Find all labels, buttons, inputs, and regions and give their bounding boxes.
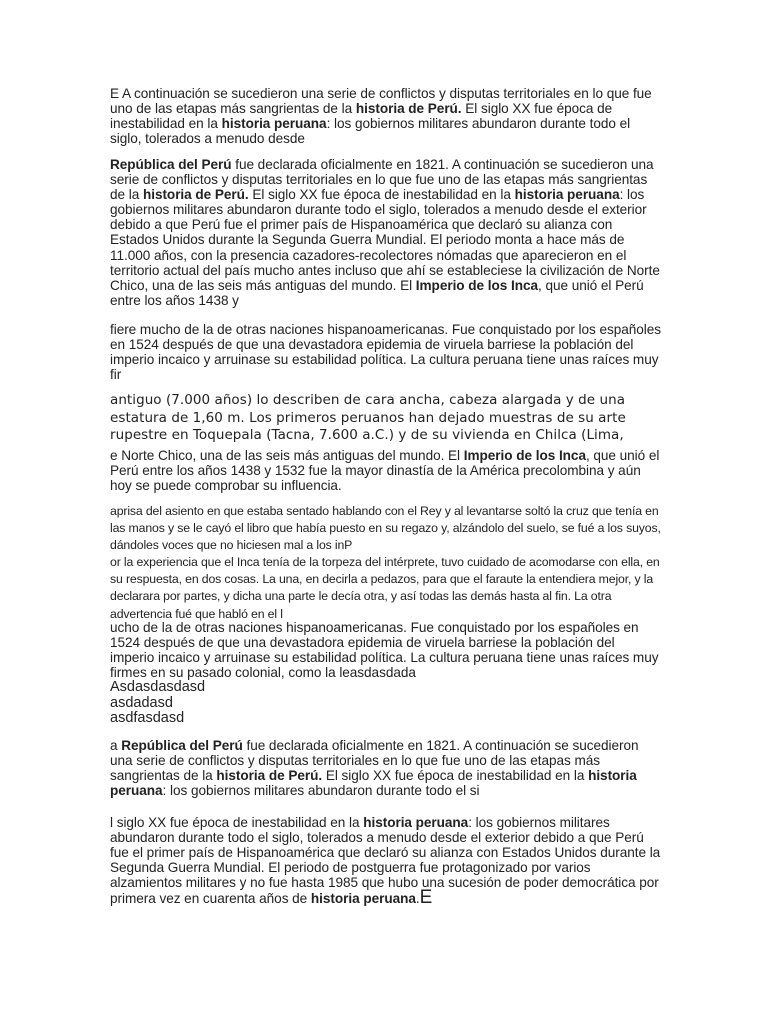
- paragraph-10: [110, 815, 662, 907]
- bold-text: historia de Perú.: [216, 768, 323, 784]
- bold-text: historia de Perú.: [142, 187, 249, 203]
- bold-text: República del Perú: [110, 157, 232, 172]
- paragraph-6: [110, 503, 668, 623]
- text: l siglo XX fue época de inestabilidad en la: [110, 815, 364, 830]
- text-line: or la experiencia que el Inca tenía de la torpeza del intérprete, tuvo cuidado de acomodarse con ella, en su respuesta, en dos cosas. La una, en decirla a pedazos, para que el faraute la entendiera mejor, y la declarara por partes, y dicha una parte le decía otra, y así todas las demás hasta al fin. La otra advertencia fué que habló en el l: [110, 555, 660, 621]
- bold-text: historia de Perú.: [355, 101, 462, 117]
- text: .: [415, 891, 420, 907]
- text: E A continuación se sucedieron una serie de conflictos y disputas territoriales en lo que fue uno de las etapas más sangrientas de la: [110, 86, 652, 117]
- text: : los gobiernos militares abundaron durante todo el siglo, tolerados a menudo desde: [110, 116, 631, 147]
- bold-text: República del Perú: [121, 738, 243, 753]
- text: a: [110, 738, 122, 753]
- text: , que unió el Perú entre los años 1438 y 1532 fue la mayor dinastía de la América precolombina y aún hoy se puede comprobar su influencia.: [110, 448, 660, 494]
- paragraph-4: [110, 392, 662, 445]
- text: fue declarada oficialmente en 1821. A continuación se sucedieron una serie de conflictos y disputas territoriales en lo que fue uno de las etapas más sangrientas de la: [110, 157, 654, 203]
- text: El siglo XX fue época de inestabilidad en la: [322, 768, 589, 784]
- bold-text: historia peruana: [310, 891, 416, 907]
- text: ucho de la de otras naciones hispanoamericanas. Fue conquistado por los españoles en 1524 después de que una devastadora epidemia de viruela barriese la población del imperio incaico y arruinase su estabilidad política. La cultura peruana tiene unas raíces muy firmes en su pasado colonial, como la leasdasdada: [110, 620, 659, 681]
- text: El siglo XX fue época de inestabilidad en la: [110, 101, 613, 132]
- text-line: aprisa del asiento en que estaba sentado hablando con el Rey y al levantarse soltó la cruz que tenía en las manos y se le cayó el libro que había puesto en su regazo y, alzándolo del suelo, se fué a los suyos, dándoles voces que no hiciesen mal a los inP: [110, 504, 661, 553]
- bold-text: Imperio de los Inca: [463, 448, 586, 463]
- text: : los gobiernos militares abundaron durante todo el siglo, tolerados a menudo desde el exterior debido a que Perú fue el primer país de Hispanoamérica que declaró su alianza con Estados Unidos durante la Segunda Guerra Mundial. El periodo monta a hace más de 11.000 años, con la presencia cazadores-recolectores nómadas que aparecieron en el territorio actual del país mucho antes incluso que ahí se estableciese la civilización de Norte Chico, una de las seis más antiguas del mundo. El: [110, 187, 660, 293]
- paragraph-1: [110, 86, 662, 146]
- text: El siglo XX fue época de inestabilidad en la: [248, 187, 515, 203]
- text: , que unió el Perú entre los años 1438 y: [110, 277, 644, 308]
- text-line: Asdasdasdasd: [110, 679, 206, 695]
- paragraph-7: [110, 620, 662, 680]
- text: : los gobiernos militares abundaron durante todo el si: [162, 783, 480, 799]
- paragraph-3: [110, 322, 662, 382]
- text: e Norte Chico, una de las seis más antiguas del mundo. El: [110, 448, 464, 463]
- text: antiguo (7.000 años) lo describen de cara ancha, cabeza alargada y de una estatura de 1,60 m. Los primeros peruanos han dejado muestras de su arte rupestre en Toquepala (Tacna, 7.600 a.C.) y de su vivienda en Chilca (Lima,: [110, 392, 626, 444]
- bold-text: historia peruana: [221, 116, 327, 132]
- large-letter: E: [419, 887, 433, 909]
- text-line: asdfasdasd: [110, 710, 185, 726]
- bold-text: historia peruana: [514, 187, 620, 203]
- bold-text: historia peruana: [110, 768, 637, 799]
- text: fiere mucho de la de otras naciones hispanoamericanas. Fue conquistado por los españoles en 1524 después de que una devastadora epidemia de viruela barriese la población del imperio incaico y arruinase su estabilidad política. La cultura peruana tiene unas raíces muy fir: [110, 322, 662, 383]
- text-line: asdadasd: [110, 694, 173, 711]
- bold-text: historia peruana: [363, 815, 469, 830]
- bold-text: Imperio de los Inca: [415, 277, 538, 293]
- paragraph-8: [110, 680, 662, 727]
- text: : los gobiernos militares abundaron durante todo el siglo, tolerados a menudo desde el exterior debido a que Perú fue el primer país de Hispanoamérica que declaró su alianza con Estados Unidos durante la Segunda Guerra Mundial. El periodo de postguerra fue protagonizado por varios alzamientos militares y no fue hasta 1985 que hubo una sucesión de poder democrática por primera vez en cuarenta años de: [110, 815, 661, 907]
- paragraph-5: [110, 448, 662, 493]
- paragraph-2: [110, 157, 662, 308]
- paragraph-9: [110, 738, 662, 798]
- text: fue declarada oficialmente en 1821. A continuación se sucedieron una serie de conflictos y disputas territoriales en lo que fue uno de las etapas más sangrientas de la: [110, 738, 639, 784]
